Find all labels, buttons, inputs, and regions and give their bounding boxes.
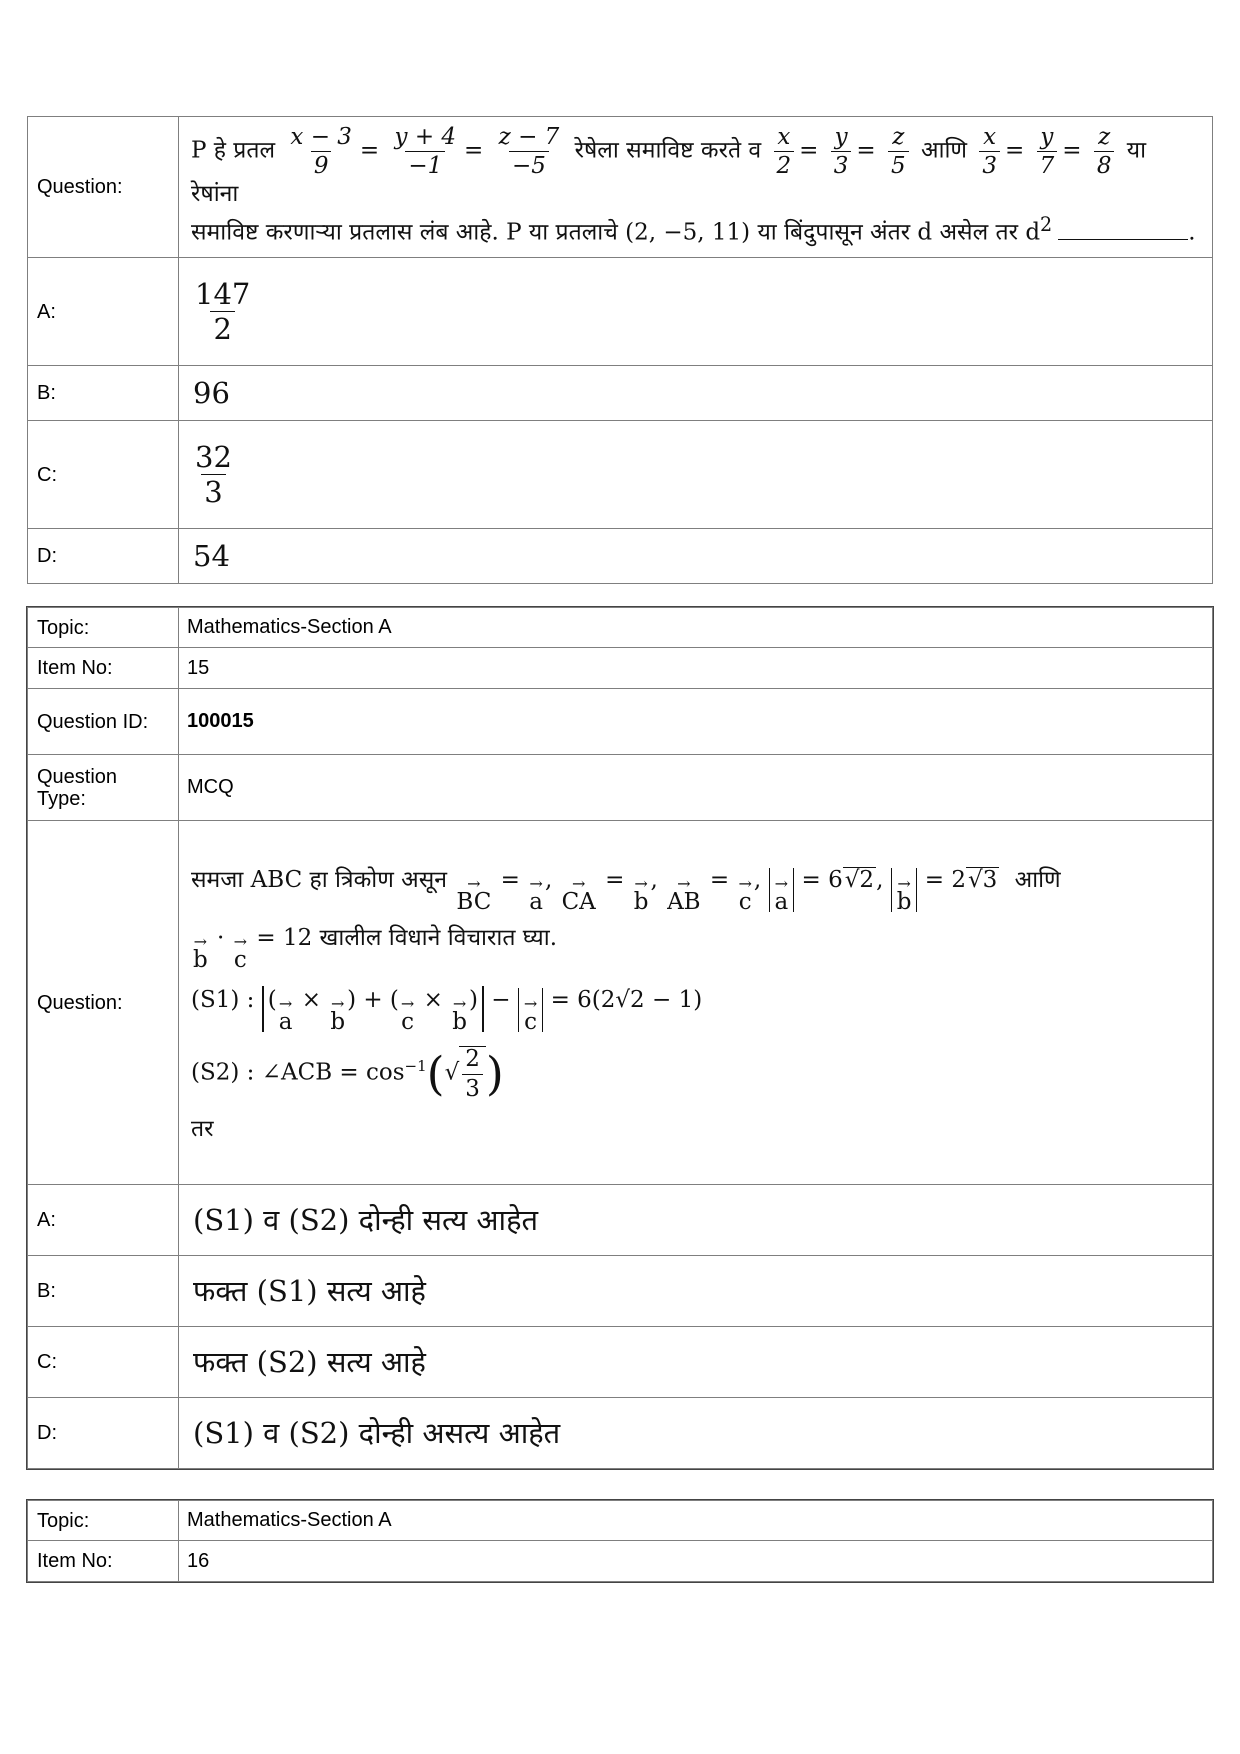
option-a: [179, 258, 1213, 366]
sqrt-symbol: √2: [844, 867, 875, 894]
denominator: 9: [311, 151, 332, 178]
q14-and: आणि: [920, 137, 968, 164]
question-id-value: 100015: [179, 689, 1213, 755]
s1-label: (S1) :: [191, 987, 255, 1014]
question-label: Question:: [28, 117, 179, 258]
option-c-label: C:: [28, 1327, 179, 1398]
option-a-label: A:: [28, 258, 179, 366]
fraction: [1037, 125, 1058, 178]
option-b-text: फक्त (S1) सत्य आहे: [193, 1273, 426, 1308]
numerator: 32: [195, 439, 232, 474]
option-d-text: (S1) व (S2) दोन्ही असत्य आहेत: [193, 1415, 561, 1450]
q14-text2: समाविष्ट करणाऱ्या प्रतलास लंब आहे. P या प्रतलाचे (2, −5, 11) या बिंदुपासून अंतर d असेल तर d: [191, 220, 1041, 247]
item-no-value: 16: [179, 1541, 1213, 1582]
q15-line2-end: = 12 खालील विधाने विचारात घ्या.: [256, 925, 558, 952]
denominator: 8: [1094, 151, 1115, 178]
denominator: 3: [201, 474, 225, 507]
s2-label: (S2) :: [191, 1060, 255, 1087]
q15-line1-end: आणि: [1014, 867, 1061, 894]
denominator: −1: [405, 151, 445, 178]
fraction: [979, 125, 1000, 178]
numerator: y: [834, 124, 848, 150]
s2-sup: −1: [404, 1057, 427, 1076]
fraction: [1094, 125, 1115, 178]
question-14-block: [27, 116, 1213, 584]
option-a-label: A:: [28, 1185, 179, 1256]
numerator: z: [1098, 124, 1111, 150]
denominator: 7: [1037, 151, 1058, 178]
numerator: x − 3: [290, 124, 352, 150]
vector-c: → c: [233, 932, 248, 973]
numerator: y: [1040, 124, 1054, 150]
option-c: [179, 421, 1213, 529]
sqrt-symbol: √3: [967, 867, 998, 894]
denominator: 5: [888, 151, 909, 178]
topic-value: Mathematics-Section A: [179, 1501, 1213, 1541]
item-no-label: Item No:: [28, 1541, 179, 1582]
numerator: z: [892, 124, 905, 150]
topic-label: Topic:: [28, 1501, 179, 1541]
question-label: Question:: [28, 821, 179, 1185]
item-no-label: Item No:: [28, 648, 179, 689]
option-b-label: B:: [28, 1256, 179, 1327]
option-c-text: फक्त (S2) सत्य आहे: [193, 1344, 426, 1379]
fraction: [192, 276, 253, 347]
denominator: 3: [979, 151, 1000, 178]
denominator: 3: [831, 151, 852, 178]
fraction: [774, 125, 795, 178]
q15-tail: तर: [191, 1115, 214, 1142]
vector-b: → b: [193, 932, 208, 973]
question-15-block: [27, 607, 1213, 1469]
q14-end1: या रेषांना: [191, 137, 1147, 208]
vector-a: → a: [529, 874, 543, 915]
fraction: [496, 125, 563, 178]
question-15-text: समजा ABC हा त्रिकोण असून → BC = → a , → CA = → b , → AB = → c , → a = 6√2, → b = 2√3 आणि → b · → c = 12 खालील विधाने विचारात घ्या. (S1) : ( → a × → b ) + ( → c × → b ) − → c = 6(2√2 − 1) (S2) : ∠ACB = $\cos^{-1}(√$ $\frac{2}{3}$ ) तर: [179, 821, 1213, 1185]
q14-intro: P हे प्रतल: [191, 137, 276, 164]
numerator: x: [777, 124, 791, 150]
denominator: 2: [210, 311, 234, 344]
numerator: y + 4: [394, 124, 457, 150]
vector-bc: → BC: [456, 874, 492, 915]
topic-value: Mathematics-Section A: [179, 608, 1213, 648]
option-d-label: D:: [28, 1398, 179, 1469]
item-no-value: 15: [179, 648, 1213, 689]
option-d: [179, 529, 1213, 584]
answer-blank: [1058, 239, 1188, 240]
question-type-value: MCQ: [179, 755, 1213, 821]
q14-mid: रेषेला समाविष्ट करते व: [574, 137, 762, 164]
question-16-block: [27, 1500, 1213, 1582]
paren-right: ): [485, 1047, 504, 1102]
question-14-text: P हे प्रतल $\frac{x - 3}{9}$ = $\frac{y + 4}{-1}$ = $\frac{z - 7}{-5}$ रेषेला समाविष्ट करते व $\frac{x}{2}$ = $\frac{y}{3}$ = $\frac{z}{5}$ आणि $\frac{x}{3}$ = $\frac{y}{7}$ = $\frac{z}{8}$ या रेषांना समाविष्ट करणाऱ्या प्रतलास लंब आहे. P या प्रतलाचे (2, −5, 11) या बिंदुपासून अंतर d असेल तर $d^2$ .: [179, 117, 1213, 258]
s2-angle: ∠ACB = cos: [261, 1060, 405, 1087]
denominator: −5: [509, 151, 549, 178]
q14-sup: 2: [1040, 213, 1053, 237]
denominator: 2: [774, 151, 795, 178]
question-id-label: Question ID:: [28, 689, 179, 755]
fraction: [287, 125, 355, 178]
vector-b: → b: [633, 874, 649, 915]
numerator: z − 7: [498, 124, 560, 150]
fraction: [831, 125, 852, 178]
abs-b: → b: [891, 868, 918, 912]
option-c-label: C:: [28, 421, 179, 529]
abs-a: → a: [769, 868, 795, 912]
vector-c: → c: [738, 874, 752, 915]
question-type-label: Question Type:: [28, 755, 179, 821]
option-b-text: 96: [193, 376, 230, 411]
numerator: 147: [195, 276, 251, 311]
abs-c: → c: [518, 988, 543, 1032]
option-c: [179, 1327, 1213, 1398]
option-b: [179, 1256, 1213, 1327]
vector-ca: → CA: [561, 874, 596, 915]
s1-rhs: = 6(2√2 − 1): [550, 987, 703, 1014]
option-b-label: B:: [28, 366, 179, 421]
numerator: x: [983, 124, 997, 150]
option-d-text: 54: [193, 539, 230, 574]
fraction: [192, 439, 235, 510]
vector-ab: → AB: [667, 874, 701, 915]
option-d: [179, 1398, 1213, 1469]
option-a-text: (S1) व (S2) दोन्ही सत्य आहेत: [193, 1202, 538, 1237]
fraction: [462, 1047, 483, 1100]
option-b: [179, 366, 1213, 421]
topic-label: Topic:: [28, 608, 179, 648]
fraction: [888, 125, 909, 178]
s1-expression: ( → a × → b ) + ( → c × → b ): [262, 986, 484, 1032]
denominator: 3: [462, 1074, 483, 1101]
q15-line1-start: समजा ABC हा त्रिकोण असून: [191, 867, 448, 894]
paren-left: (: [426, 1047, 445, 1102]
numerator: 2: [465, 1046, 480, 1073]
sqrt-symbol: √: [444, 1060, 460, 1087]
fraction: [392, 125, 460, 178]
option-d-label: D:: [28, 529, 179, 584]
option-a: [179, 1185, 1213, 1256]
